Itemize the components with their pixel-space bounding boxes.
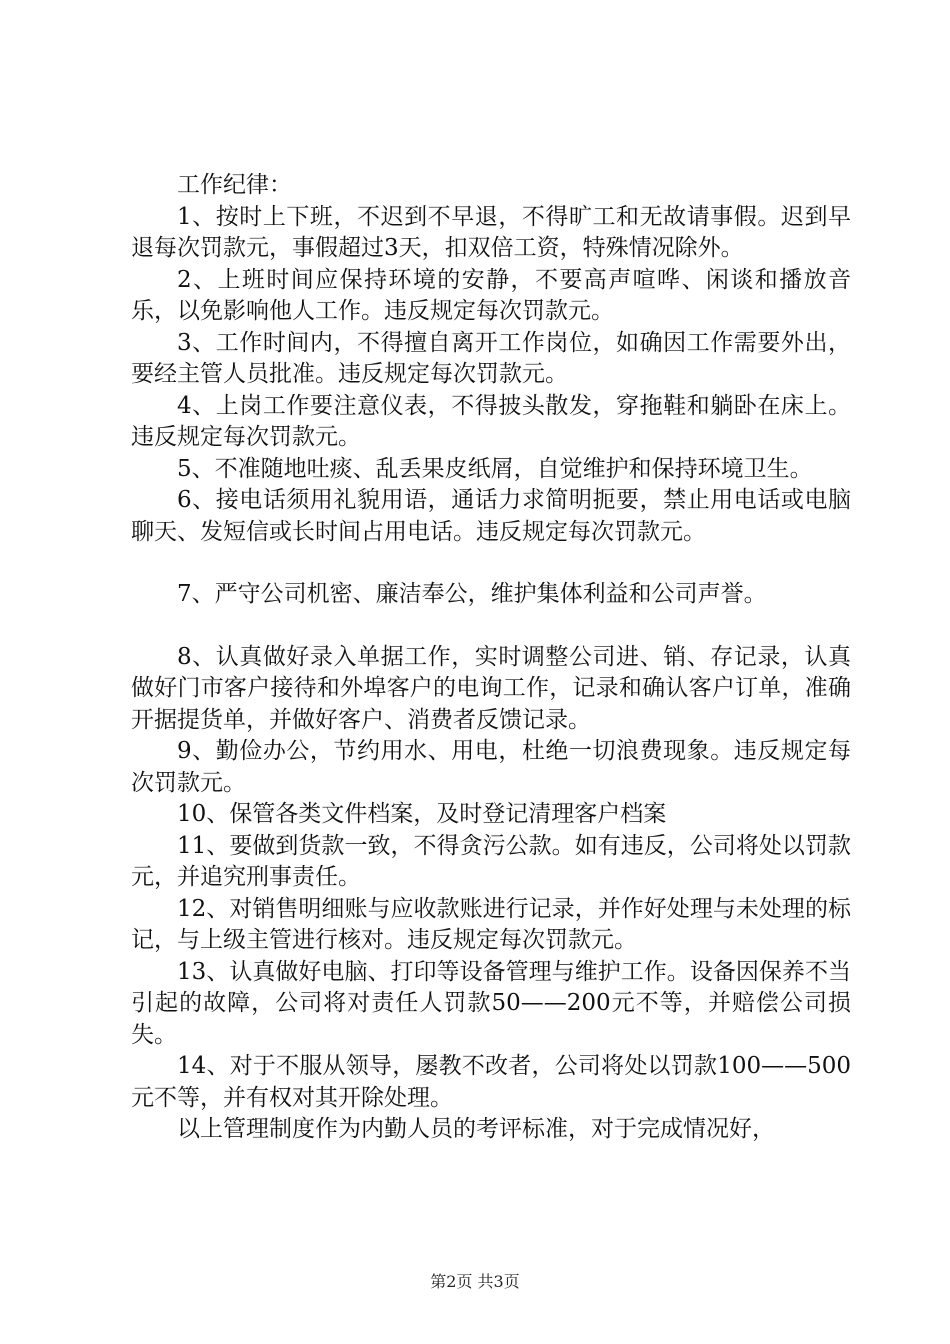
rule-paragraph-9: 9、勤俭办公，节约用水、用电，杜绝一切浪费现象。违反规定每次罚款元。 (131, 738, 851, 796)
rule-paragraph-2: 2、上班时间应保持环境的安静，不要高声喧哗、闲谈和播放音乐，以免影响他人工作。违反规定每次罚款元。 (131, 266, 851, 324)
rule-paragraph-3: 3、工作时间内，不得擅自离开工作岗位，如确因工作需要外出，要经主管人员批准。违反规定每次罚款元。 (131, 329, 851, 387)
rule-paragraph-12: 12、对销售明细账与应收款账进行记录，并作好处理与未处理的标记，与上级主管进行核对。违反规定每次罚款元。 (131, 895, 851, 953)
rule-paragraph-10: 10、保管各类文件档案，及时登记清理客户档案 (177, 801, 667, 827)
rule-paragraph-5: 5、不准随地吐痰、乱丢果皮纸屑，自觉维护和保持环境卫生。 (177, 455, 813, 482)
closing-paragraph: 以上管理制度作为内勤人员的考评标准，对于完成情况好， (177, 1116, 775, 1142)
rule-paragraph-14: 14、对于不服从领导，屡教不改者，公司将处以罚款100——500元不等，并有权对其开除处理。 (131, 1053, 851, 1111)
page-number-footer: 第2页 共3页 (430, 1272, 520, 1291)
document-body (131, 170, 851, 1146)
rule-paragraph-8: 8、认真做好录入单据工作，实时调整公司进、销、存记录，认真做好门市客户接待和外埠客户的电询工作，记录和确认客户订单，准确开据提货单，并做好客户、消费者反馈记录。 (131, 643, 851, 733)
rule-paragraph-6: 6、接电话须用礼貌用语，通话力求简明扼要，禁止用电话或电脑聊天、发短信或长时间占用电话。违反规定每次罚款元。 (131, 487, 851, 545)
section-heading: 工作纪律： (177, 172, 292, 198)
rule-paragraph-11: 11、要做到货款一致，不得贪污公款。如有违反，公司将处以罚款元，并追究刑事责任。 (131, 832, 851, 890)
rule-paragraph-13: 13、认真做好电脑、打印等设备管理与维护工作。设备因保养不当引起的故障，公司将对责任人罚款50——200元不等，并赔偿公司损失。 (131, 958, 851, 1048)
rule-paragraph-4: 4、上岗工作要注意仪表，不得披头散发，穿拖鞋和躺卧在床上。违反规定每次罚款元。 (131, 392, 851, 450)
rule-paragraph-1: 1、按时上下班，不迟到不早退，不得旷工和无故请事假。迟到早退每次罚款元，事假超过3天，扣双倍工资，特殊情况除外。 (131, 203, 851, 261)
rule-paragraph-7: 7、严守公司机密、廉洁奉公，维护集体利益和公司声誉。 (177, 581, 767, 607)
